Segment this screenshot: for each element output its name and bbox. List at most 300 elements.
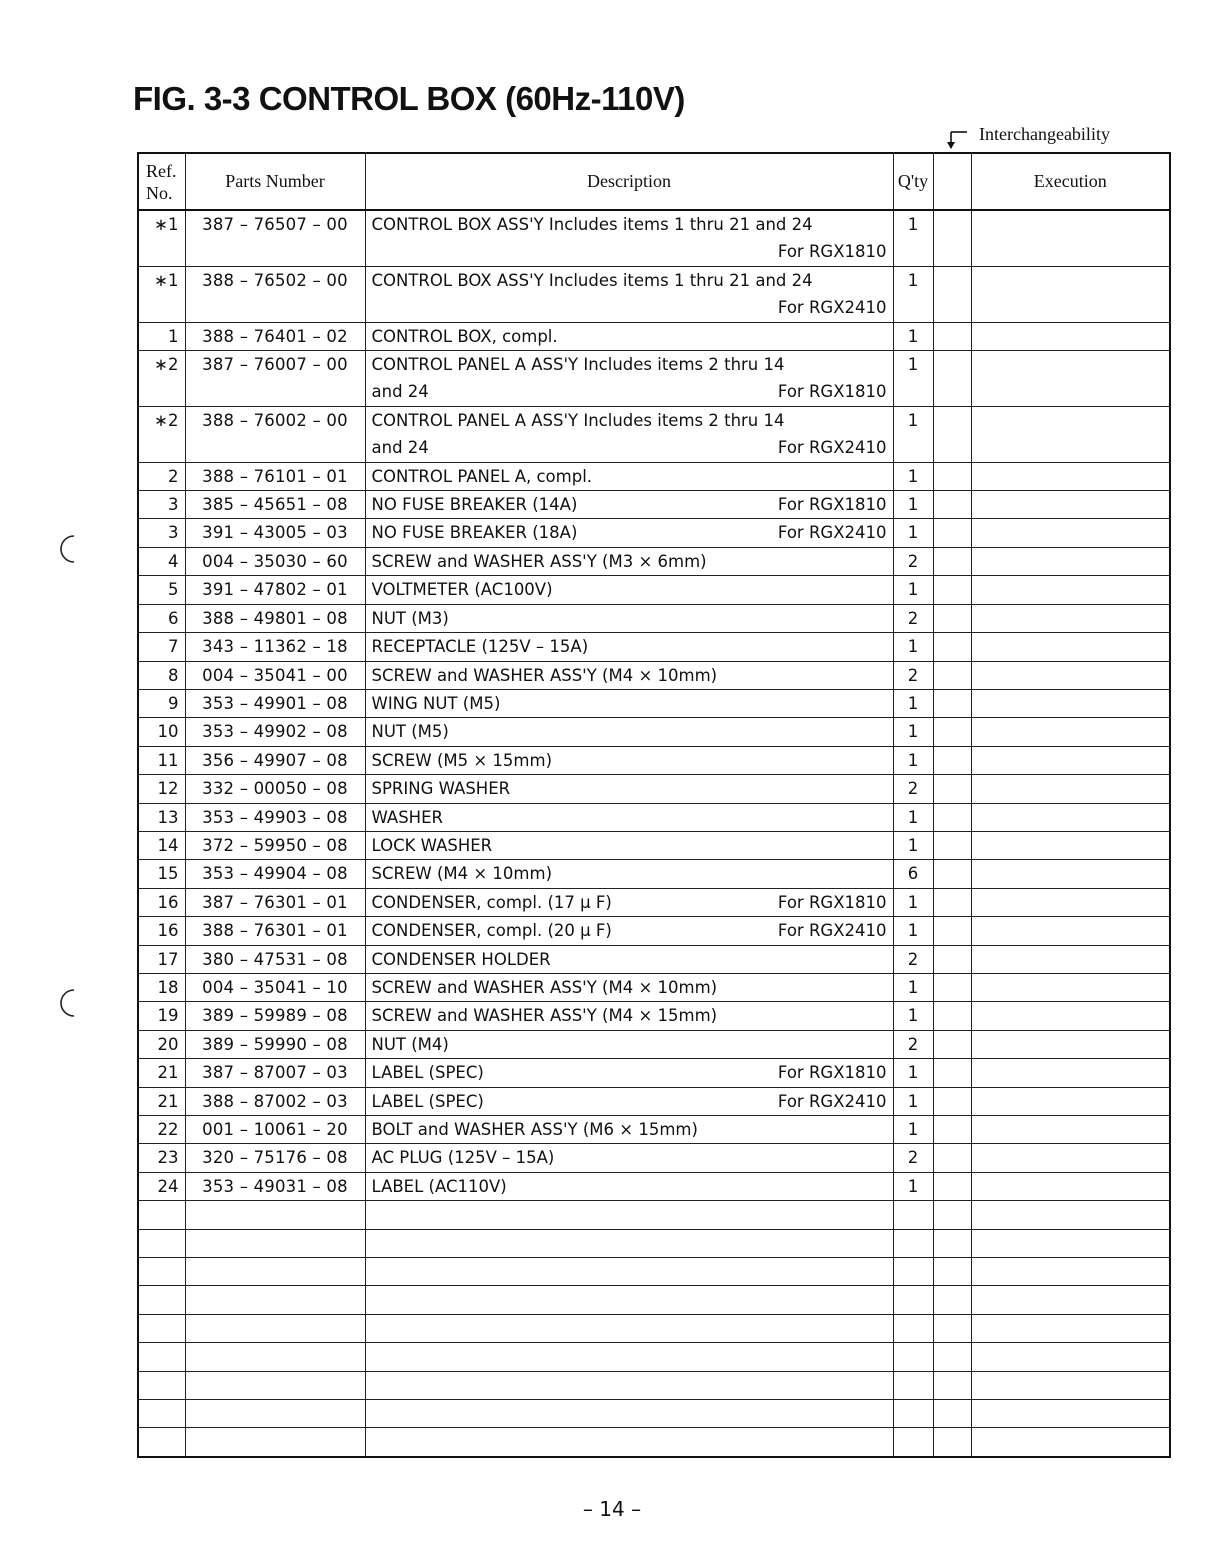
table-row (138, 1116, 1170, 1144)
ref-no-cell: 16 (138, 888, 185, 916)
qty-cell: 6 (893, 860, 933, 888)
execution-cell (971, 406, 1170, 434)
empty-cell (185, 1371, 365, 1399)
header-execution: Execution (971, 153, 1170, 210)
empty-cell (185, 1314, 365, 1342)
ref-no-cell: 21 (138, 1059, 185, 1087)
ref-no-cell (138, 238, 185, 266)
table-row-continuation (138, 294, 1170, 322)
description-cell (365, 1116, 893, 1144)
description-text: LOCK WASHER (371, 835, 493, 855)
interchangeability-cell (933, 746, 971, 774)
table-row (138, 803, 1170, 831)
table-row (138, 576, 1170, 604)
ref-no-cell: 17 (138, 945, 185, 973)
empty-row (138, 1428, 1170, 1457)
part-number-cell: 391 – 47802 – 01 (185, 576, 365, 604)
empty-row (138, 1371, 1170, 1399)
execution-cell (971, 1030, 1170, 1058)
part-number-cell: 388 – 87002 – 03 (185, 1087, 365, 1115)
empty-cell (933, 1201, 971, 1229)
description-text: CONDENSER HOLDER (371, 949, 551, 969)
description-text: AC PLUG (125V – 15A) (371, 1148, 555, 1168)
empty-cell (893, 1343, 933, 1371)
table-row (138, 689, 1170, 717)
description-cell (365, 1087, 893, 1115)
qty-cell: 1 (893, 576, 933, 604)
table-row (138, 718, 1170, 746)
part-number-cell: 353 – 49903 – 08 (185, 803, 365, 831)
description-text: CONTROL BOX, compl. (371, 326, 558, 346)
empty-cell (893, 1399, 933, 1427)
execution-cell (971, 1002, 1170, 1030)
interchangeability-cell (933, 378, 971, 406)
description-cell (365, 351, 893, 379)
table-row (138, 547, 1170, 575)
execution-cell (971, 661, 1170, 689)
part-number-cell: 353 – 49902 – 08 (185, 718, 365, 746)
interchangeability-cell (933, 576, 971, 604)
qty-cell: 1 (893, 266, 933, 294)
table-row (138, 266, 1170, 294)
ref-no-cell: 1 (138, 322, 185, 350)
execution-cell (971, 718, 1170, 746)
qty-cell: 2 (893, 1030, 933, 1058)
interchangeability-cell (933, 351, 971, 379)
part-number-cell (185, 434, 365, 462)
ref-no-cell: 13 (138, 803, 185, 831)
part-number-cell (185, 238, 365, 266)
part-number-cell: 389 – 59989 – 08 (185, 1002, 365, 1030)
description-cell (365, 547, 893, 575)
part-number-cell: 320 – 75176 – 08 (185, 1144, 365, 1172)
table-row (138, 860, 1170, 888)
execution-cell (971, 547, 1170, 575)
interchangeability-cell (933, 491, 971, 519)
interchangeability-cell (933, 322, 971, 350)
qty-cell: 1 (893, 803, 933, 831)
table-row (138, 1144, 1170, 1172)
model-note: For RGX2410 (777, 1091, 887, 1111)
description-cell (365, 917, 893, 945)
description-text: CONTROL BOX ASS'Y Includes items 1 thru 21 and 24 (371, 270, 813, 290)
execution-cell (971, 462, 1170, 490)
empty-cell (365, 1399, 893, 1427)
part-number-cell: 004 – 35041 – 00 (185, 661, 365, 689)
description-cell (365, 462, 893, 490)
interchangeability-cell (933, 1144, 971, 1172)
interchangeability-cell (933, 888, 971, 916)
description-cell (365, 406, 893, 434)
execution-cell (971, 1172, 1170, 1200)
execution-cell (971, 775, 1170, 803)
ref-no-cell: 7 (138, 633, 185, 661)
empty-cell (185, 1399, 365, 1427)
ref-no-cell: 5 (138, 576, 185, 604)
execution-cell (971, 633, 1170, 661)
description-text: CONTROL PANEL A, compl. (371, 466, 593, 486)
table-row (138, 1030, 1170, 1058)
ref-no-cell: 15 (138, 860, 185, 888)
qty-cell: 1 (893, 1002, 933, 1030)
description-cell (365, 803, 893, 831)
empty-cell (933, 1258, 971, 1286)
description-text: CONTROL PANEL A ASS'Y Includes items 2 thru 14 (371, 355, 785, 375)
qty-cell: 1 (893, 519, 933, 547)
description-cell (365, 973, 893, 1001)
table-row (138, 322, 1170, 350)
description-text: CONDENSER, compl. (17 μ F) (371, 892, 612, 912)
execution-cell (971, 238, 1170, 266)
parts-table (137, 152, 1171, 1458)
execution-cell (971, 973, 1170, 1001)
qty-cell: 2 (893, 547, 933, 575)
empty-cell (893, 1258, 933, 1286)
description-text: CONDENSER, compl. (20 μ F) (371, 921, 612, 941)
empty-row (138, 1229, 1170, 1257)
description-cell (365, 775, 893, 803)
empty-row (138, 1399, 1170, 1427)
description-cell (365, 888, 893, 916)
description-text: RECEPTACLE (125V – 15A) (371, 637, 589, 657)
empty-cell (185, 1258, 365, 1286)
description-cell (365, 238, 893, 266)
empty-row (138, 1286, 1170, 1314)
execution-cell (971, 266, 1170, 294)
model-note: For RGX2410 (777, 921, 887, 941)
empty-cell (138, 1399, 185, 1427)
part-number-cell: 389 – 59990 – 08 (185, 1030, 365, 1058)
empty-cell (365, 1229, 893, 1257)
part-number-cell: 372 – 59950 – 08 (185, 831, 365, 859)
qty-cell: 1 (893, 1116, 933, 1144)
qty-cell: 1 (893, 718, 933, 746)
ref-no-cell: 6 (138, 604, 185, 632)
table-row (138, 1059, 1170, 1087)
description-text: and 24 (371, 438, 429, 458)
table-row (138, 406, 1170, 434)
part-number-cell: 388 – 49801 – 08 (185, 604, 365, 632)
empty-cell (185, 1343, 365, 1371)
part-number-cell: 391 – 43005 – 03 (185, 519, 365, 547)
part-number-cell: 353 – 49901 – 08 (185, 689, 365, 717)
empty-cell (365, 1343, 893, 1371)
description-cell (365, 434, 893, 462)
qty-cell: 2 (893, 1144, 933, 1172)
empty-cell (893, 1201, 933, 1229)
ref-no-cell: 3 (138, 491, 185, 519)
ref-no-cell: 18 (138, 973, 185, 1001)
empty-cell (971, 1371, 1170, 1399)
empty-cell (138, 1258, 185, 1286)
ref-no-cell (138, 294, 185, 322)
description-text: NUT (M3) (371, 608, 449, 628)
empty-cell (893, 1314, 933, 1342)
description-text: SCREW and WASHER ASS'Y (M4 × 10mm) (371, 665, 718, 685)
interchangeability-cell (933, 266, 971, 294)
execution-cell (971, 888, 1170, 916)
empty-cell (365, 1314, 893, 1342)
execution-cell (971, 604, 1170, 632)
empty-cell (933, 1371, 971, 1399)
header-ref-no: Ref. No. (138, 153, 185, 210)
description-text: SCREW (M4 × 10mm) (371, 864, 553, 884)
execution-cell (971, 378, 1170, 406)
interchangeability-cell (933, 1116, 971, 1144)
interchangeability-cell (933, 831, 971, 859)
execution-cell (971, 945, 1170, 973)
interchangeability-cell (933, 1059, 971, 1087)
empty-cell (138, 1314, 185, 1342)
empty-cell (971, 1258, 1170, 1286)
part-number-cell: 388 – 76101 – 01 (185, 462, 365, 490)
ref-no-cell: 21 (138, 1087, 185, 1115)
empty-cell (933, 1428, 971, 1457)
empty-cell (971, 1314, 1170, 1342)
qty-cell: 1 (893, 351, 933, 379)
model-note: For RGX2410 (777, 523, 887, 543)
figure-title: FIG. 3-3 CONTROL BOX (60Hz-110V) (133, 80, 685, 117)
ref-no-cell: 16 (138, 917, 185, 945)
ref-no-cell: ∗2 (138, 406, 185, 434)
description-cell (365, 1059, 893, 1087)
qty-cell: 1 (893, 1087, 933, 1115)
ref-no-cell (138, 434, 185, 462)
execution-cell (971, 210, 1170, 238)
interchangeability-cell (933, 775, 971, 803)
empty-cell (933, 1286, 971, 1314)
interchangeability-cell (933, 547, 971, 575)
qty-cell (893, 434, 933, 462)
description-cell (365, 266, 893, 294)
description-text: and 24 (371, 382, 429, 402)
interchangeability-cell (933, 718, 971, 746)
table-row-continuation (138, 434, 1170, 462)
empty-row (138, 1258, 1170, 1286)
description-cell (365, 576, 893, 604)
empty-cell (185, 1201, 365, 1229)
empty-cell (138, 1286, 185, 1314)
table-row (138, 1087, 1170, 1115)
ref-no-cell: 2 (138, 462, 185, 490)
description-cell (365, 831, 893, 859)
table-row (138, 519, 1170, 547)
empty-cell (365, 1286, 893, 1314)
empty-cell (971, 1201, 1170, 1229)
execution-cell (971, 1116, 1170, 1144)
interchangeability-arrow-icon (945, 128, 969, 150)
model-note: For RGX1810 (777, 382, 887, 402)
ref-no-cell: ∗1 (138, 266, 185, 294)
description-text: NO FUSE BREAKER (18A) (371, 523, 578, 543)
qty-cell: 1 (893, 406, 933, 434)
description-text: CONTROL PANEL A ASS'Y Includes items 2 thru 14 (371, 410, 785, 430)
execution-cell (971, 1087, 1170, 1115)
ref-no-cell: 22 (138, 1116, 185, 1144)
execution-cell (971, 831, 1170, 859)
table-row (138, 604, 1170, 632)
ref-no-cell: ∗1 (138, 210, 185, 238)
empty-cell (893, 1229, 933, 1257)
description-cell (365, 210, 893, 238)
execution-cell (971, 519, 1170, 547)
description-cell (365, 689, 893, 717)
table-row (138, 917, 1170, 945)
execution-cell (971, 294, 1170, 322)
description-text: LABEL (SPEC) (371, 1091, 484, 1111)
empty-cell (971, 1343, 1170, 1371)
execution-cell (971, 860, 1170, 888)
interchangeability-cell (933, 917, 971, 945)
ref-no-cell: 11 (138, 746, 185, 774)
table-row (138, 661, 1170, 689)
table-row (138, 746, 1170, 774)
ref-no-cell (138, 378, 185, 406)
description-text: CONTROL BOX ASS'Y Includes items 1 thru 21 and 24 (371, 215, 813, 234)
ref-no-cell: ∗2 (138, 351, 185, 379)
part-number-cell: 387 – 76007 – 00 (185, 351, 365, 379)
part-number-cell: 001 – 10061 – 20 (185, 1116, 365, 1144)
execution-cell (971, 803, 1170, 831)
part-number-cell: 387 – 87007 – 03 (185, 1059, 365, 1087)
interchangeability-cell (933, 210, 971, 238)
ref-no-cell: 4 (138, 547, 185, 575)
execution-cell (971, 1059, 1170, 1087)
description-cell (365, 322, 893, 350)
empty-cell (365, 1428, 893, 1457)
table-row (138, 775, 1170, 803)
description-text: SCREW (M5 × 15mm) (371, 750, 553, 770)
empty-cell (185, 1229, 365, 1257)
description-text: NO FUSE BREAKER (14A) (371, 495, 578, 515)
ref-no-cell: 9 (138, 689, 185, 717)
table-row (138, 831, 1170, 859)
model-note: For RGX2410 (777, 438, 887, 458)
description-text: SPRING WASHER (371, 779, 511, 799)
empty-cell (138, 1371, 185, 1399)
description-text: WING NUT (M5) (371, 693, 501, 713)
ref-no-cell: 23 (138, 1144, 185, 1172)
qty-cell: 2 (893, 661, 933, 689)
interchangeability-cell (933, 406, 971, 434)
ref-no-cell: 24 (138, 1172, 185, 1200)
table-header-row (138, 153, 1170, 210)
empty-cell (933, 1314, 971, 1342)
empty-cell (971, 1286, 1170, 1314)
part-number-cell: 004 – 35041 – 10 (185, 973, 365, 1001)
table-row (138, 210, 1170, 238)
qty-cell: 1 (893, 633, 933, 661)
empty-cell (971, 1229, 1170, 1257)
description-cell (365, 294, 893, 322)
qty-cell: 1 (893, 973, 933, 1001)
ref-no-cell: 19 (138, 1002, 185, 1030)
execution-cell (971, 491, 1170, 519)
qty-cell (893, 238, 933, 266)
description-cell (365, 633, 893, 661)
model-note: For RGX2410 (777, 298, 887, 318)
qty-cell: 1 (893, 210, 933, 238)
description-cell (365, 661, 893, 689)
part-number-cell: 353 – 49904 – 08 (185, 860, 365, 888)
execution-cell (971, 576, 1170, 604)
binder-hole-icon (52, 528, 92, 568)
part-number-cell (185, 294, 365, 322)
interchangeability-cell (933, 519, 971, 547)
part-number-cell: 380 – 47531 – 08 (185, 945, 365, 973)
qty-cell (893, 378, 933, 406)
model-note: For RGX1810 (777, 242, 887, 262)
description-cell (365, 1172, 893, 1200)
empty-cell (138, 1229, 185, 1257)
empty-cell (893, 1428, 933, 1457)
interchangeability-cell (933, 689, 971, 717)
table-row (138, 633, 1170, 661)
empty-cell (138, 1428, 185, 1457)
model-note: For RGX1810 (777, 495, 887, 515)
empty-cell (365, 1258, 893, 1286)
execution-cell (971, 322, 1170, 350)
description-text: BOLT and WASHER ASS'Y (M6 × 15mm) (371, 1120, 698, 1139)
interchangeability-cell (933, 661, 971, 689)
execution-cell (971, 351, 1170, 379)
description-text: LABEL (SPEC) (371, 1063, 484, 1083)
empty-cell (138, 1201, 185, 1229)
table-row (138, 1172, 1170, 1200)
table-body (138, 210, 1170, 1457)
execution-cell (971, 746, 1170, 774)
description-cell (365, 604, 893, 632)
empty-cell (893, 1371, 933, 1399)
table-row (138, 888, 1170, 916)
qty-cell: 1 (893, 888, 933, 916)
qty-cell: 1 (893, 917, 933, 945)
description-text: SCREW and WASHER ASS'Y (M4 × 15mm) (371, 1006, 718, 1026)
interchangeability-cell (933, 1030, 971, 1058)
ref-no-cell: 20 (138, 1030, 185, 1058)
description-text: SCREW and WASHER ASS'Y (M3 × 6mm) (371, 551, 707, 571)
description-cell (365, 1144, 893, 1172)
description-cell (365, 1030, 893, 1058)
description-cell (365, 1002, 893, 1030)
interchangeability-cell (933, 294, 971, 322)
qty-cell: 1 (893, 462, 933, 490)
qty-cell: 1 (893, 689, 933, 717)
part-number-cell: 388 – 76002 – 00 (185, 406, 365, 434)
empty-cell (365, 1371, 893, 1399)
interchangeability-cell (933, 973, 971, 1001)
ref-no-cell: 8 (138, 661, 185, 689)
table-row (138, 351, 1170, 379)
part-number-cell: 343 – 11362 – 18 (185, 633, 365, 661)
interchangeability-cell (933, 803, 971, 831)
page-number: – 14 – (582, 1497, 642, 1521)
empty-cell (971, 1428, 1170, 1457)
execution-cell (971, 434, 1170, 462)
description-cell (365, 718, 893, 746)
qty-cell (893, 294, 933, 322)
part-number-cell: 356 – 49907 – 08 (185, 746, 365, 774)
table-row (138, 491, 1170, 519)
qty-cell: 1 (893, 322, 933, 350)
interchangeability-cell (933, 633, 971, 661)
qty-cell: 1 (893, 1172, 933, 1200)
empty-cell (185, 1286, 365, 1314)
part-number-cell: 332 – 00050 – 08 (185, 775, 365, 803)
table-row (138, 945, 1170, 973)
header-interchangeability (933, 153, 971, 210)
qty-cell: 1 (893, 746, 933, 774)
